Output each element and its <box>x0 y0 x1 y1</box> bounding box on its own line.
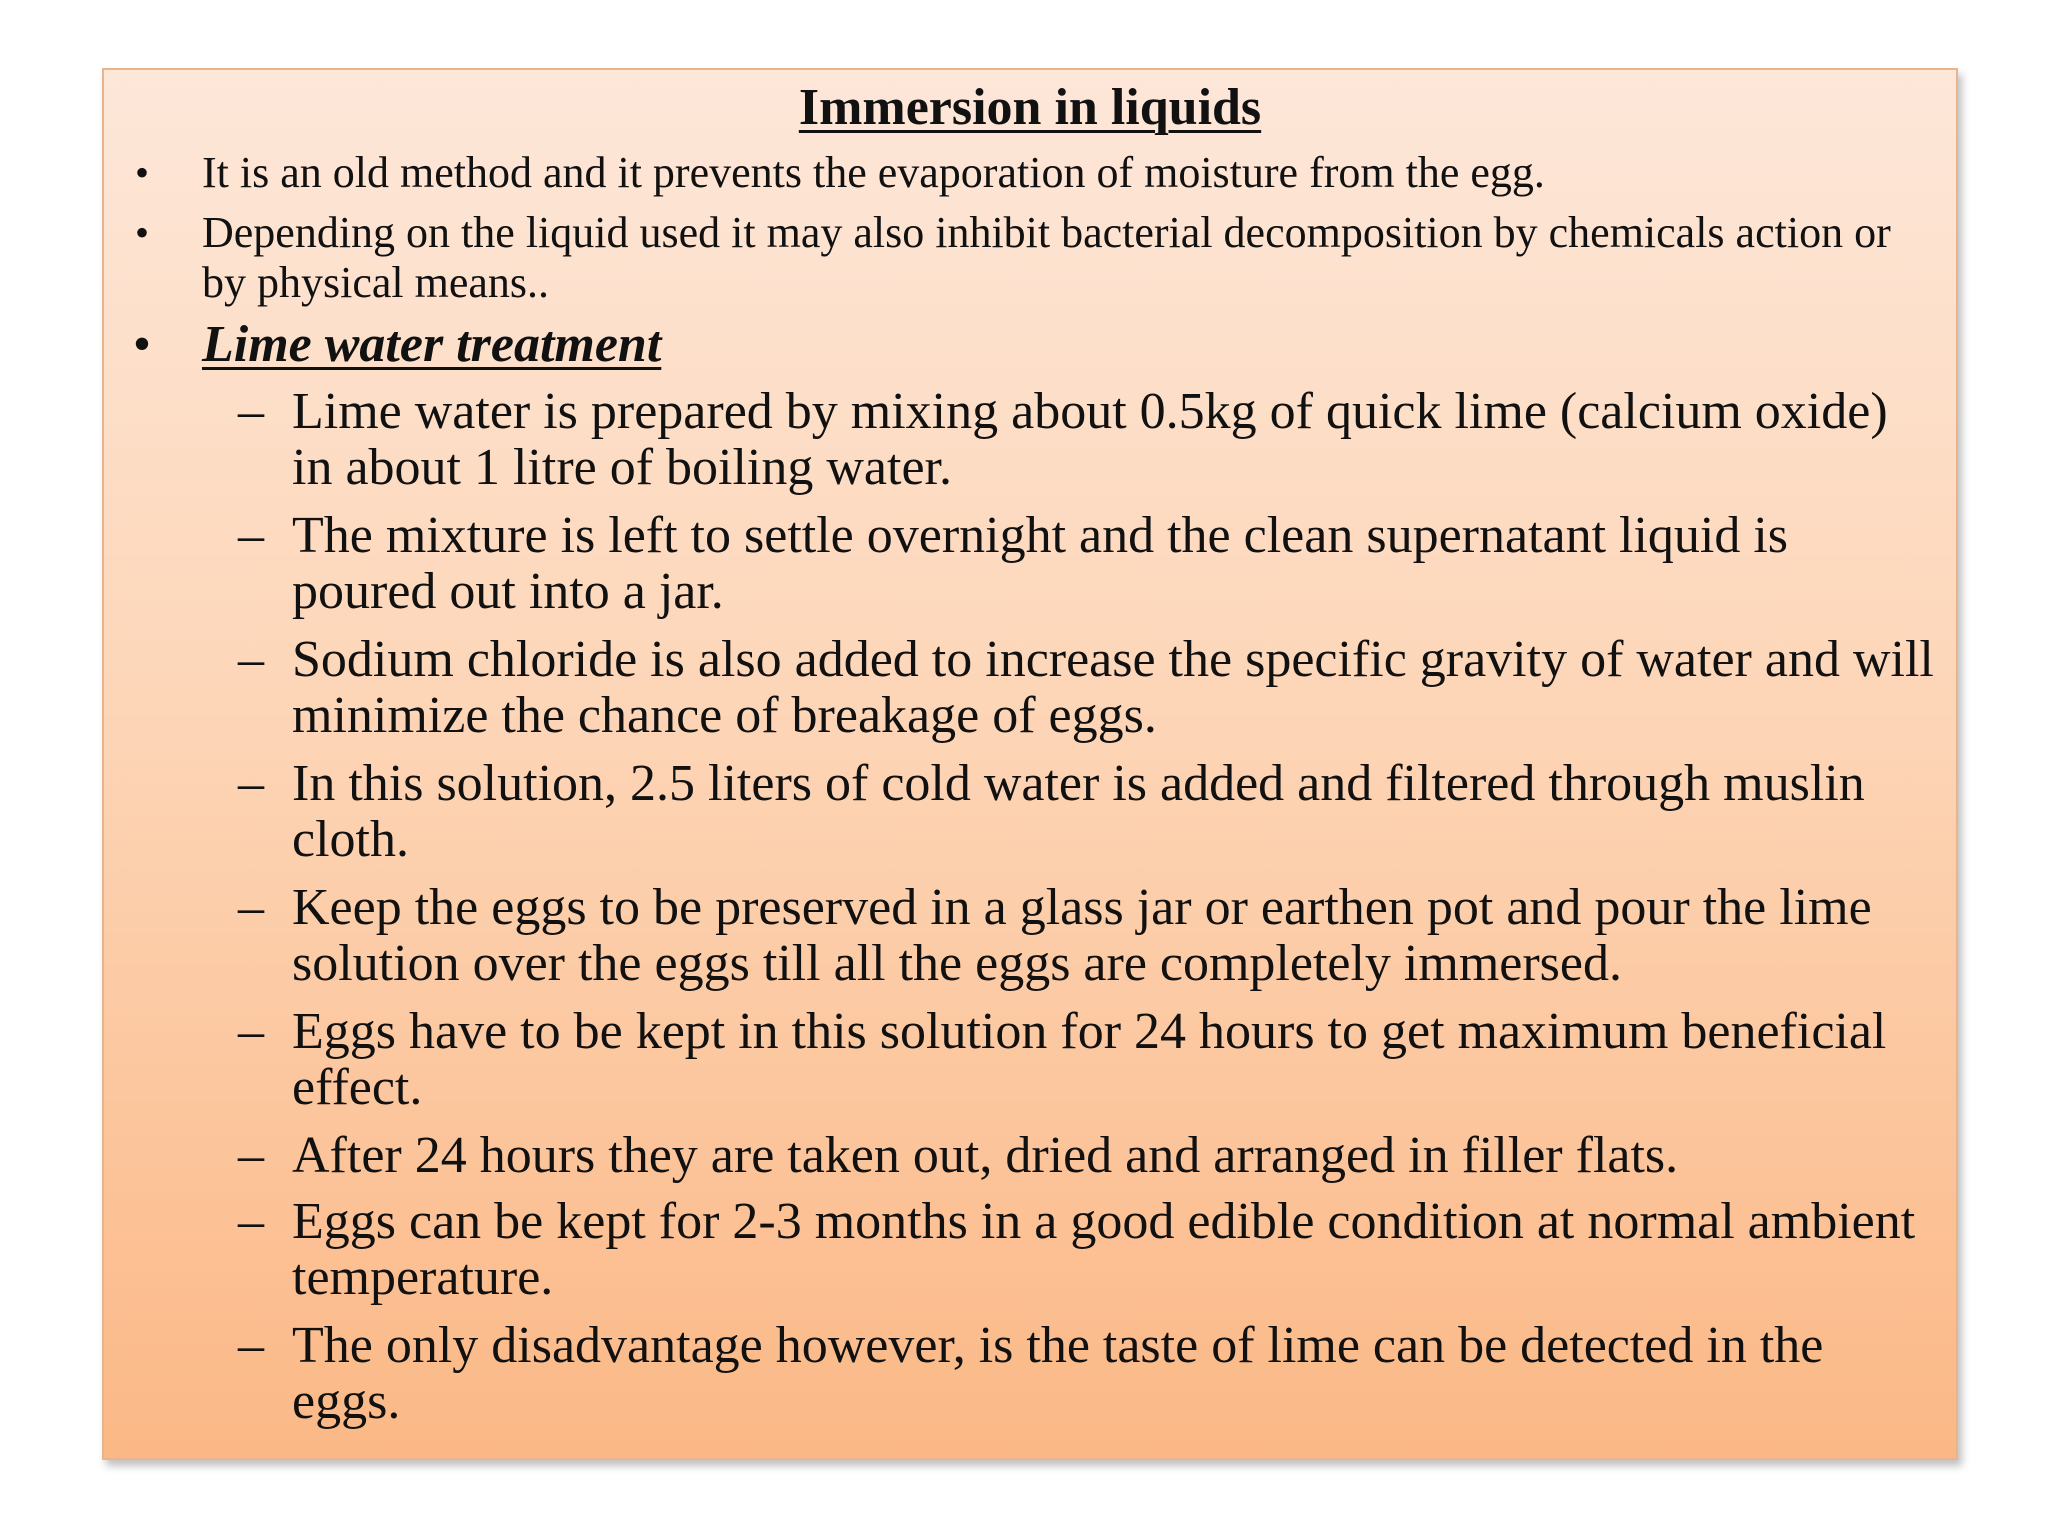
sub-bullet-text: Lime water is prepared by mixing about 0.5kg of quick lime (calcium oxide) in about 1 litre of boiling water. <box>292 383 1888 496</box>
bullet-dot-icon: • <box>132 316 152 373</box>
sub-bullet-text: The mixture is left to settle overnight and the clean supernatant liquid is poured out into a jar. <box>292 507 1789 620</box>
dash-icon: – <box>238 879 264 936</box>
dash-icon: – <box>238 1003 264 1060</box>
dash-icon: – <box>238 383 264 440</box>
dash-icon: – <box>238 755 264 812</box>
bullet-dot-icon: • <box>134 150 149 195</box>
dash-icon: – <box>238 507 264 564</box>
sub-bullet-text: In this solution, 2.5 liters of cold water is added and filtered through muslin cloth. <box>292 755 1865 868</box>
slide-title: Immersion in liquids <box>798 79 1262 136</box>
dash-icon: – <box>238 631 264 688</box>
sub-bullet-text: After 24 hours they are taken out, dried and arranged in filler flats. <box>292 1127 1679 1184</box>
dash-icon: – <box>238 1317 264 1374</box>
bullet-dot-icon: • <box>134 210 149 255</box>
bullet-text: Depending on the liquid used it may also inhibit bacterial decomposition by chemicals action or by physical means.. <box>202 208 1891 307</box>
slide-content-box <box>102 68 1958 1460</box>
sub-bullet-text: Sodium chloride is also added to increase the specific gravity of water and will minimize the chance of breakage of eggs. <box>292 631 1934 744</box>
dash-icon: – <box>238 1193 264 1250</box>
sub-bullet-text: Eggs can be kept for 2-3 months in a good edible condition at normal ambient temperature. <box>292 1193 1916 1306</box>
bullet-text: It is an old method and it prevents the evaporation of moisture from the egg. <box>202 148 1545 197</box>
section-heading: Lime water treatment <box>202 316 662 373</box>
sub-bullet-text: The only disadvantage however, is the taste of lime can be detected in the eggs. <box>292 1317 1824 1430</box>
sub-bullet-text: Eggs have to be kept in this solution for 24 hours to get maximum beneficial effect. <box>292 1003 1887 1116</box>
sub-bullet-text: Keep the eggs to be preserved in a glass jar or earthen pot and pour the lime solution over the eggs till all the eggs are completely immersed. <box>292 879 1872 992</box>
dash-icon: – <box>238 1127 264 1184</box>
